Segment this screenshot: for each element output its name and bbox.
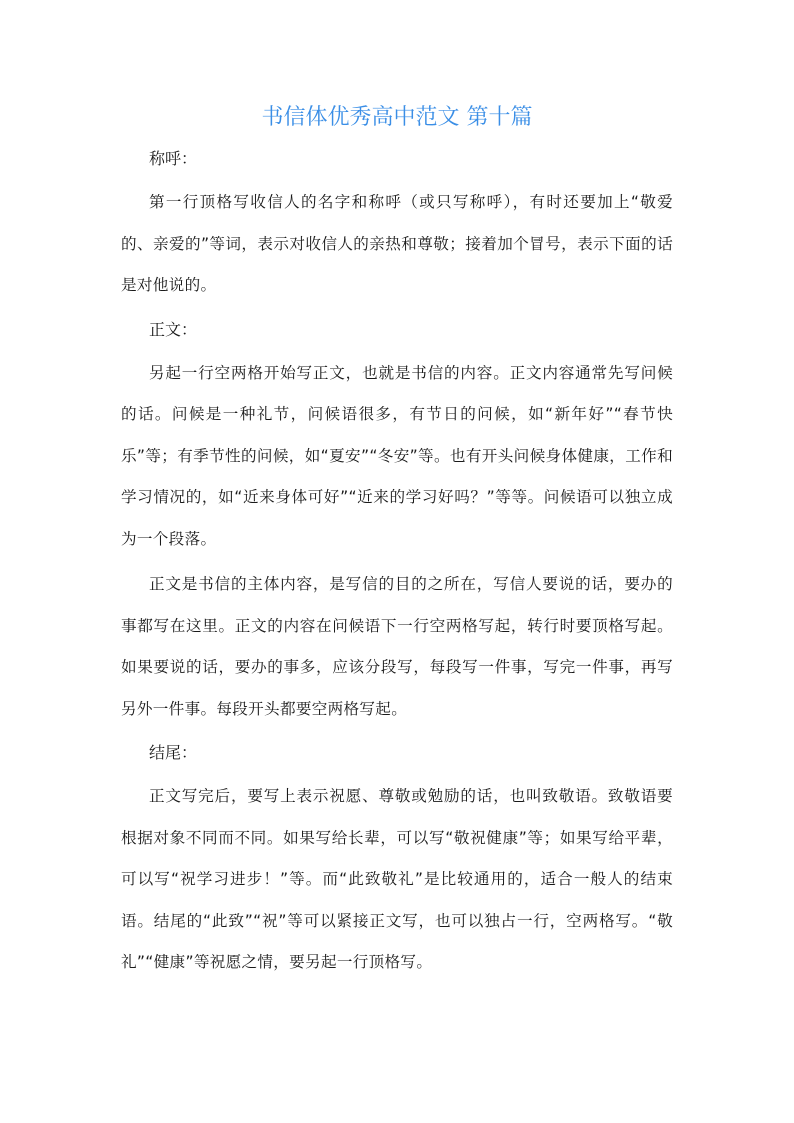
section-heading: 结尾： <box>149 743 198 762</box>
paragraph: 正文是书信的主体内容，是写信的目的之所在，写信人要说的话，要办的事都写在这里。正文的内容在问候语下一行空两格写起，转行时要顶格写起。如果要说的话，要办的事多，应该分段写，每段写一件事，写完一件事，再写另外一件事。每段开头都要空两格写起。 <box>121 575 673 718</box>
section-heading: 正文： <box>149 319 198 339</box>
section-heading: 称呼： <box>149 149 198 168</box>
section-body <box>121 311 673 731</box>
section-salutation <box>121 140 673 307</box>
section-closing <box>121 734 673 984</box>
paragraph: 正文写完后，要写上表示祝愿、尊敬或勉励的话，也叫致敬语。致敬语要根据对象不同而不同。如果写给长辈，可以写“敬祝健康”等；如果写给平辈，可以写“祝学习进步！”等。而“此致敬礼”是比较通用的，适合一般人的结束语。结尾的“此致”“祝”等可以紧接正文写，也可以独占一行，空两格写。“敬礼”“健康”等祝愿之情，要另起一行顶格写。 <box>121 787 673 971</box>
paragraph: 另起一行空两格开始写正文，也就是书信的内容。正文内容通常先写问候的话。问候是一种礼节，问候语很多，有节日的问候，如“新年好”“春节快乐”等；有季节性的问候，如“夏安”“冬安”等。也有开头问候身体健康，工作和学习情况的，如“近来身体可好”“近来的学习好吗？”等等。问候语可以独立成为一个段落。 <box>121 363 673 548</box>
paragraph: 第一行顶格写收信人的名字和称呼（或只写称呼），有时还要加上“敬爱的、亲爱的”等词，表示对收信人的亲热和尊敬；接着加个冒号，表示下面的话是对他说的。 <box>121 193 673 294</box>
document-title: 书信体优秀高中范文 第十篇 <box>261 105 533 130</box>
